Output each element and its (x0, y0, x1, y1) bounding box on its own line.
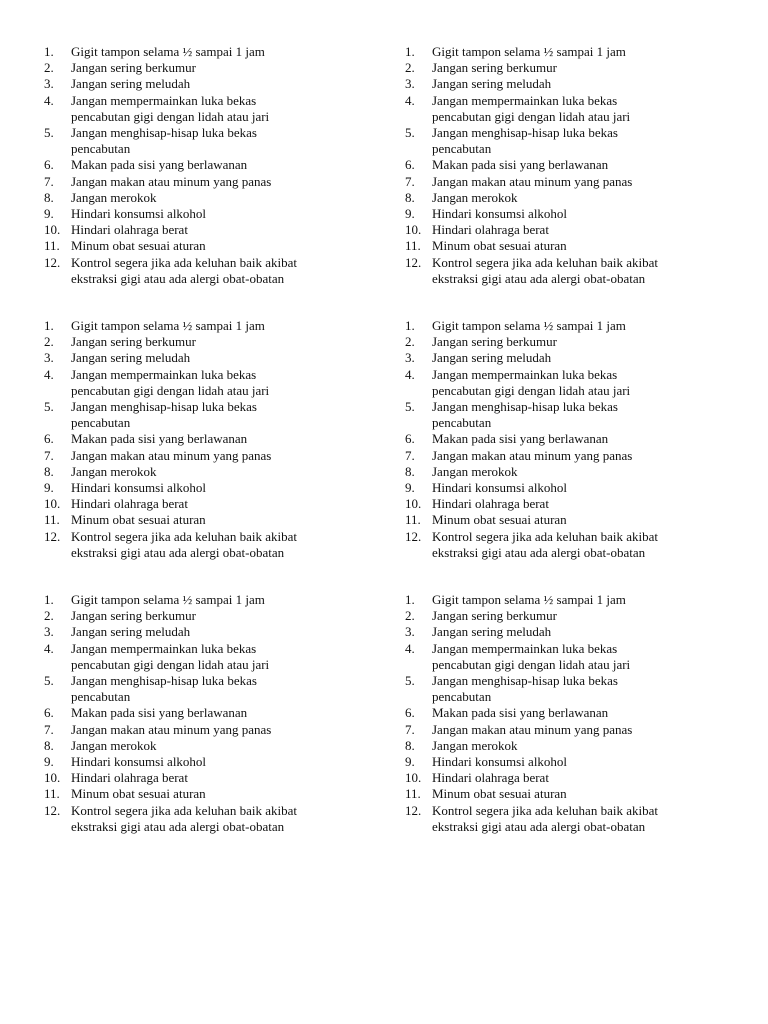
item-text: Jangan menghisap-hisap luka bekas pencabutan (432, 399, 618, 431)
item-text: Jangan menghisap-hisap luka bekas pencabutan (432, 125, 618, 157)
list-item (44, 255, 384, 287)
instruction-list-bottom-right (405, 592, 745, 835)
item-text: Hindari olahraga berat (71, 222, 188, 238)
item-number: 7. (405, 173, 415, 189)
item-number: 9. (405, 206, 415, 222)
item-number: 11. (44, 512, 60, 528)
item-number: 12. (44, 254, 61, 270)
list-item (405, 496, 745, 512)
item-text: Hindari konsumsi alkohol (432, 206, 568, 222)
item-text: Jangan sering berkumur (432, 608, 557, 624)
list-item (44, 222, 384, 238)
list-item (405, 624, 745, 640)
list-item (405, 608, 745, 624)
list-item (44, 157, 384, 173)
item-number: 9. (44, 206, 54, 222)
list-item (405, 93, 745, 125)
item-text: Jangan menghisap-hisap luka bekas pencabutan (432, 673, 618, 705)
list-item (405, 512, 745, 528)
list-item (44, 722, 384, 738)
item-number: 8. (405, 463, 415, 479)
item-number: 3. (44, 76, 54, 92)
item-number: 6. (44, 431, 54, 447)
item-text: Hindari olahraga berat (71, 496, 188, 512)
item-number: 1. (405, 592, 415, 607)
list-item (405, 206, 745, 222)
item-text: Jangan mempermainkan luka bekas pencabutan gigi dengan lidah atau jari (432, 92, 631, 124)
item-number: 2. (44, 608, 54, 624)
item-number: 12. (405, 254, 422, 270)
item-number: 4. (44, 366, 54, 382)
item-number: 8. (44, 189, 54, 205)
item-number: 7. (405, 721, 415, 737)
item-text: Makan pada sisi yang berlawanan (71, 157, 248, 173)
item-number: 9. (405, 754, 415, 770)
item-text: Jangan merokok (71, 463, 157, 479)
item-number: 3. (405, 76, 415, 92)
item-text: Gigit tampon selama ½ sampai 1 jam (432, 44, 626, 59)
item-text: Jangan merokok (432, 737, 518, 753)
item-text: Hindari olahraga berat (432, 222, 549, 238)
item-number: 7. (44, 721, 54, 737)
item-text: Jangan makan atau minum yang panas (432, 447, 633, 463)
list-item (405, 673, 745, 705)
item-text: Hindari konsumsi alkohol (71, 480, 207, 496)
item-text: Hindari olahraga berat (71, 770, 188, 786)
item-text: Minum obat sesuai aturan (71, 238, 206, 254)
item-number: 3. (405, 624, 415, 640)
item-text: Hindari olahraga berat (432, 770, 549, 786)
item-number: 4. (44, 640, 54, 656)
list-item (405, 592, 745, 608)
list-item (405, 705, 745, 721)
item-text: Makan pada sisi yang berlawanan (71, 705, 248, 721)
list-item (44, 770, 384, 786)
list-item (405, 174, 745, 190)
instruction-list-top-left (44, 44, 384, 287)
item-number: 9. (44, 754, 54, 770)
list-item (405, 431, 745, 447)
list-item (44, 238, 384, 254)
item-text: Jangan sering berkumur (71, 60, 196, 76)
item-text: Jangan sering meludah (71, 624, 191, 640)
item-number: 9. (405, 480, 415, 496)
item-text: Jangan merokok (71, 189, 157, 205)
item-text: Jangan mempermainkan luka bekas pencabutan gigi dengan lidah atau jari (432, 366, 631, 398)
list-item (44, 464, 384, 480)
list-item (44, 705, 384, 721)
item-number: 2. (405, 608, 415, 624)
list-item (44, 206, 384, 222)
item-number: 7. (44, 447, 54, 463)
item-text: Jangan makan atau minum yang panas (71, 721, 272, 737)
list-item (405, 222, 745, 238)
item-text: Jangan sering berkumur (432, 60, 557, 76)
item-number: 1. (44, 44, 54, 59)
item-number: 9. (44, 480, 54, 496)
item-text: Makan pada sisi yang berlawanan (432, 431, 609, 447)
list-item (44, 529, 384, 561)
list-item (44, 624, 384, 640)
list-item (405, 157, 745, 173)
item-text: Hindari konsumsi alkohol (432, 754, 568, 770)
item-text: Minum obat sesuai aturan (432, 512, 567, 528)
item-number: 1. (405, 318, 415, 333)
item-number: 5. (405, 125, 415, 141)
list-item (405, 786, 745, 802)
item-text: Jangan makan atau minum yang panas (432, 173, 633, 189)
item-number: 10. (44, 496, 61, 512)
list-item (44, 76, 384, 92)
list-item (405, 480, 745, 496)
list-item (405, 44, 745, 60)
item-text: Jangan sering meludah (71, 76, 191, 92)
item-text: Hindari konsumsi alkohol (71, 754, 207, 770)
item-number: 10. (44, 770, 61, 786)
list-item (405, 641, 745, 673)
list-item (405, 770, 745, 786)
item-text: Jangan merokok (432, 189, 518, 205)
list-item (405, 448, 745, 464)
item-text: Jangan makan atau minum yang panas (432, 721, 633, 737)
list-item (44, 334, 384, 350)
item-text: Jangan menghisap-hisap luka bekas pencabutan (71, 125, 257, 157)
item-number: 6. (405, 157, 415, 173)
list-item (44, 496, 384, 512)
item-text: Jangan sering berkumur (71, 608, 196, 624)
item-number: 4. (405, 640, 415, 656)
item-text: Kontrol segera jika ada keluhan baik akibat ekstraksi gigi atau ada alergi obat-obatan (71, 528, 297, 560)
item-text: Jangan merokok (71, 737, 157, 753)
item-number: 10. (44, 222, 61, 238)
item-text: Minum obat sesuai aturan (432, 786, 567, 802)
item-text: Gigit tampon selama ½ sampai 1 jam (71, 318, 265, 333)
list-item (44, 786, 384, 802)
list-item (44, 673, 384, 705)
item-text: Jangan menghisap-hisap luka bekas pencabutan (71, 673, 257, 705)
item-text: Minum obat sesuai aturan (71, 786, 206, 802)
item-text: Gigit tampon selama ½ sampai 1 jam (71, 44, 265, 59)
list-item (44, 754, 384, 770)
item-number: 12. (405, 802, 422, 818)
item-number: 2. (405, 334, 415, 350)
item-number: 2. (405, 60, 415, 76)
list-item (44, 174, 384, 190)
instruction-list-middle-left (44, 318, 384, 561)
list-item (405, 529, 745, 561)
item-text: Kontrol segera jika ada keluhan baik akibat ekstraksi gigi atau ada alergi obat-obatan (432, 254, 658, 286)
item-text: Gigit tampon selama ½ sampai 1 jam (71, 592, 265, 607)
item-number: 6. (405, 431, 415, 447)
item-text: Hindari olahraga berat (432, 496, 549, 512)
list-item (405, 76, 745, 92)
list-item (44, 190, 384, 206)
list-item (405, 125, 745, 157)
item-number: 11. (405, 238, 421, 254)
item-number: 10. (405, 770, 422, 786)
item-text: Kontrol segera jika ada keluhan baik akibat ekstraksi gigi atau ada alergi obat-obatan (432, 528, 658, 560)
list-item (44, 350, 384, 366)
item-text: Makan pada sisi yang berlawanan (71, 431, 248, 447)
item-text: Jangan menghisap-hisap luka bekas pencabutan (71, 399, 257, 431)
item-text: Jangan makan atau minum yang panas (71, 173, 272, 189)
item-number: 11. (405, 786, 421, 802)
item-number: 6. (405, 705, 415, 721)
item-number: 11. (44, 786, 60, 802)
item-number: 5. (44, 125, 54, 141)
item-text: Jangan sering meludah (432, 624, 552, 640)
item-number: 12. (44, 802, 61, 818)
item-text: Kontrol segera jika ada keluhan baik akibat ekstraksi gigi atau ada alergi obat-obatan (71, 254, 297, 286)
list-item (44, 60, 384, 76)
list-item (44, 592, 384, 608)
item-number: 8. (405, 737, 415, 753)
list-item (405, 255, 745, 287)
item-text: Jangan sering berkumur (71, 334, 196, 350)
list-item (44, 431, 384, 447)
item-text: Jangan mempermainkan luka bekas pencabutan gigi dengan lidah atau jari (71, 92, 270, 124)
list-item (44, 448, 384, 464)
item-number: 5. (405, 673, 415, 689)
list-item (44, 803, 384, 835)
item-text: Jangan mempermainkan luka bekas pencabutan gigi dengan lidah atau jari (71, 640, 270, 672)
item-number: 4. (405, 92, 415, 108)
item-number: 12. (44, 528, 61, 544)
item-number: 11. (44, 238, 60, 254)
list-item (44, 44, 384, 60)
item-text: Jangan makan atau minum yang panas (71, 447, 272, 463)
item-text: Jangan mempermainkan luka bekas pencabutan gigi dengan lidah atau jari (432, 640, 631, 672)
item-number: 4. (44, 92, 54, 108)
item-text: Makan pada sisi yang berlawanan (432, 705, 609, 721)
item-text: Jangan sering meludah (432, 76, 552, 92)
list-item (405, 60, 745, 76)
item-text: Jangan sering meludah (432, 350, 552, 366)
item-text: Hindari konsumsi alkohol (71, 206, 207, 222)
item-number: 2. (44, 334, 54, 350)
item-text: Minum obat sesuai aturan (432, 238, 567, 254)
item-number: 10. (405, 222, 422, 238)
item-number: 3. (405, 350, 415, 366)
list-item (44, 608, 384, 624)
item-text: Jangan mempermainkan luka bekas pencabutan gigi dengan lidah atau jari (71, 366, 270, 398)
list-item (44, 318, 384, 334)
list-item (44, 367, 384, 399)
item-number: 8. (405, 189, 415, 205)
item-number: 4. (405, 366, 415, 382)
item-text: Kontrol segera jika ada keluhan baik akibat ekstraksi gigi atau ada alergi obat-obatan (432, 802, 658, 834)
list-item (405, 464, 745, 480)
item-text: Kontrol segera jika ada keluhan baik akibat ekstraksi gigi atau ada alergi obat-obatan (71, 802, 297, 834)
item-number: 1. (44, 318, 54, 333)
list-item (405, 367, 745, 399)
item-number: 5. (44, 399, 54, 415)
item-text: Gigit tampon selama ½ sampai 1 jam (432, 318, 626, 333)
list-item (405, 399, 745, 431)
list-item (405, 722, 745, 738)
item-number: 12. (405, 528, 422, 544)
list-item (405, 754, 745, 770)
list-item (405, 318, 745, 334)
list-item (44, 480, 384, 496)
list-item (44, 512, 384, 528)
list-item (405, 238, 745, 254)
item-number: 6. (44, 705, 54, 721)
item-text: Gigit tampon selama ½ sampai 1 jam (432, 592, 626, 607)
list-item (405, 334, 745, 350)
instruction-list-bottom-left (44, 592, 384, 835)
item-number: 11. (405, 512, 421, 528)
item-number: 8. (44, 737, 54, 753)
instruction-list-top-right (405, 44, 745, 287)
list-item (405, 803, 745, 835)
item-number: 5. (405, 399, 415, 415)
item-number: 7. (44, 173, 54, 189)
item-number: 1. (405, 44, 415, 59)
item-text: Jangan merokok (432, 463, 518, 479)
item-number: 6. (44, 157, 54, 173)
item-text: Hindari konsumsi alkohol (432, 480, 568, 496)
item-number: 10. (405, 496, 422, 512)
list-item (44, 125, 384, 157)
item-number: 7. (405, 447, 415, 463)
list-item (44, 738, 384, 754)
item-text: Makan pada sisi yang berlawanan (432, 157, 609, 173)
item-text: Jangan sering meludah (71, 350, 191, 366)
list-item (405, 350, 745, 366)
list-item (405, 190, 745, 206)
item-number: 5. (44, 673, 54, 689)
item-text: Jangan sering berkumur (432, 334, 557, 350)
item-number: 2. (44, 60, 54, 76)
list-item (44, 93, 384, 125)
list-item (405, 738, 745, 754)
item-number: 8. (44, 463, 54, 479)
item-number: 3. (44, 624, 54, 640)
item-number: 1. (44, 592, 54, 607)
item-number: 3. (44, 350, 54, 366)
instruction-list-middle-right (405, 318, 745, 561)
item-text: Minum obat sesuai aturan (71, 512, 206, 528)
list-item (44, 399, 384, 431)
list-item (44, 641, 384, 673)
